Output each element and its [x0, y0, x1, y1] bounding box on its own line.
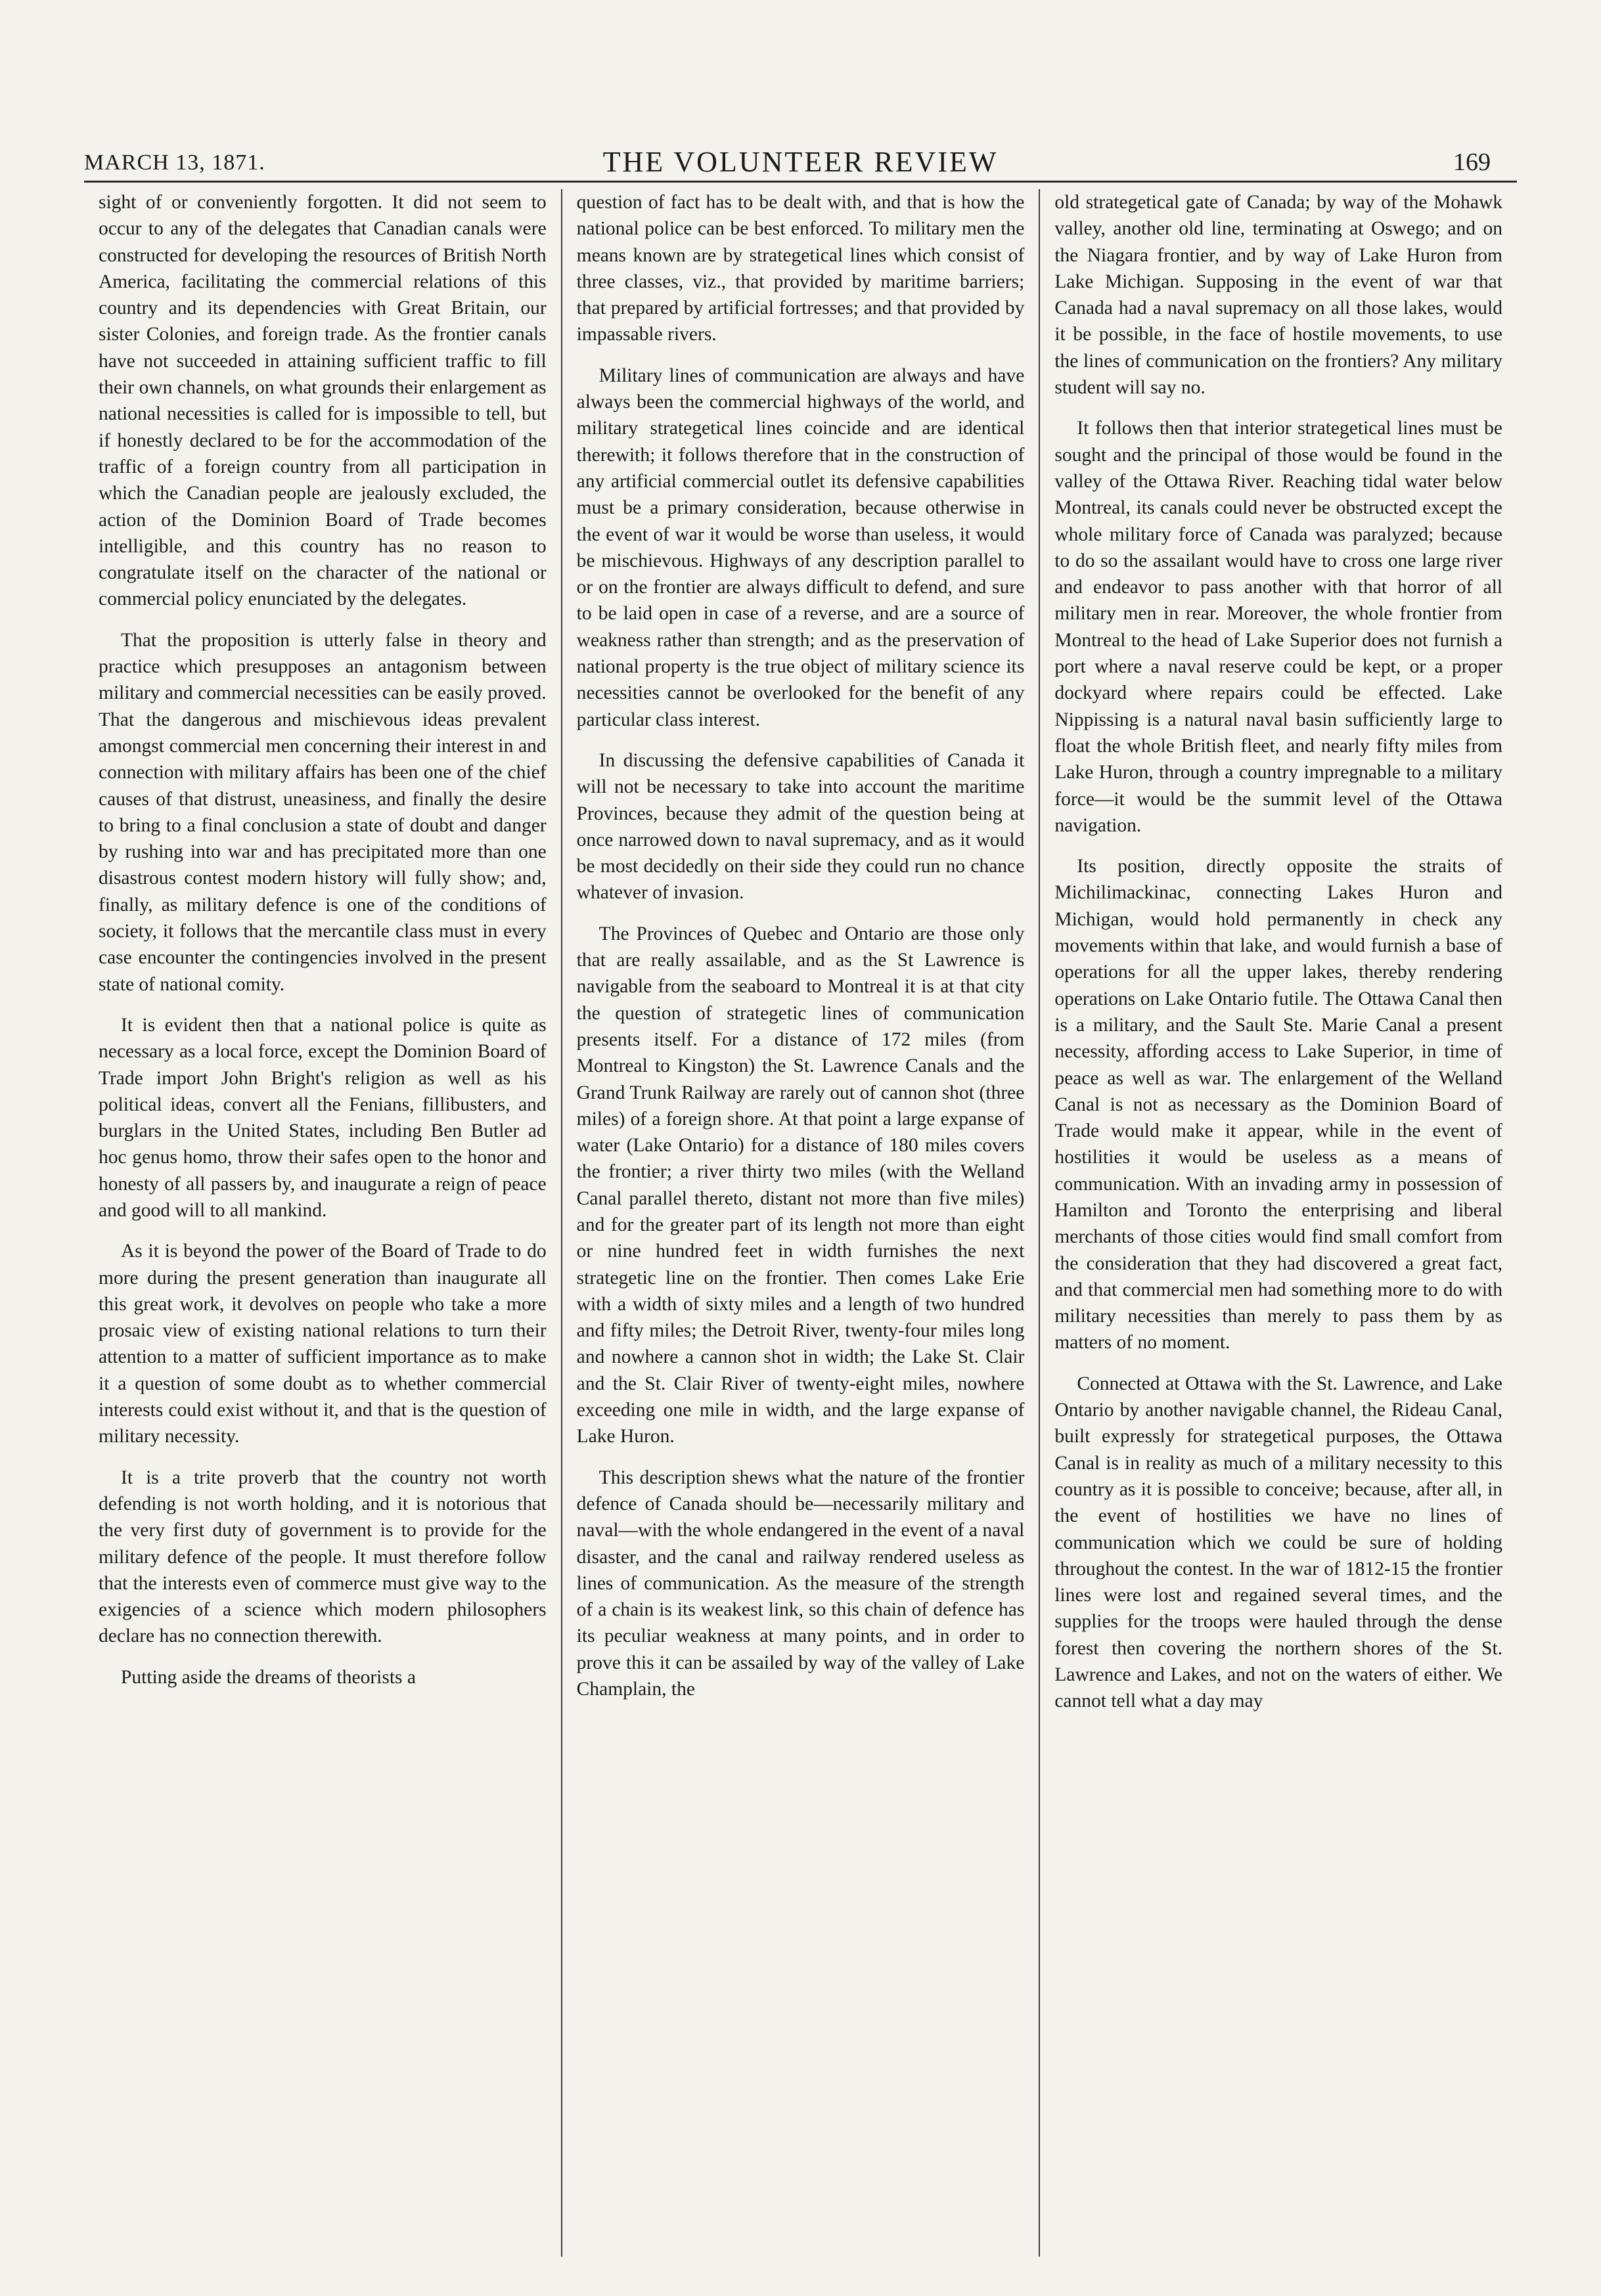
paragraph: This description shews what the nature of the frontier defence of Canada should be—necessarily military and naval—with the whole endangered in the event of a naval disaster, and the canal and railway rendered useless as lines of communication. As the measure of the strength of a chain is its weakest link, so this chain of defence has its peculiar weakness at many points, and in order to prove this it can be assailed by way of the valley of Lake Champlain, the — [576, 1467, 1025, 1700]
paragraph: It is a trite proverb that the country not worth defending is not worth holding, and it is notorious that the very first duty of government is to provide for the military defence of the people. It must therefore follow that the interests even of commerce must give way to the exigencies of a science which modern philosophers declare has no connection therewith. — [99, 1467, 547, 1647]
page-header — [84, 141, 1517, 183]
paragraph: That the proposition is utterly false in theory and practice which presupposes an antagonism between military and commercial necessities can be easily proved. That the dangerous and mischievous ideas prevalent amongst commercial men concerning their interest in and connection with military affairs has been one of the chief causes of that distrust, uneasiness, and finally the desire to bring to a final conclusion a state of doubt and danger by rushing into war and has precipitated more than one disastrous contest modern history will fully show; and, finally, as military defence is one of the conditions of society, it follows that the mercantile class must in every case encounter the contingencies involved in the present state of national comity. — [99, 629, 547, 995]
paragraph: As it is beyond the power of the Board of Trade to do more during the present generation than inaugurate all this great work, it devolves on people who take a more prosaic view of existing national relations to turn their attention to a matter of sufficient importance as to make it a question of some doubt as to whether commercial interests could exist without it, and that is the question of military necessity. — [99, 1241, 547, 1447]
paragraph: The Provinces of Quebec and Ontario are those only that are really assailable, and as the St Lawrence is navigable from the seaboard to Montreal it is at that city the question of strategetic lines of communication presents itself. For a distance of 172 miles (from Montreal to Kingston) the St. Lawrence Canals and the Grand Trunk Railway are rarely out of cannon shot (three miles) of a foreign shore. At that point a large expanse of water (Lake Ontario) for a distance of 180 miles covers the frontier; a river thirty two miles (with the Welland Canal parallel thereto, distant not more than five miles) and for the greater part of its length not more than eight or nine hundred feet in width furnishes the next strategetic line on the frontier. Then comes Lake Erie with a width of sixty miles and a length of two hundred and fifty miles; the Detroit River, twenty-four miles long and nowhere a cannon shot in width; the Lake St. Clair and the St. Clair River of twenty-eight miles, nowhere exceeding one mile in width, and the large expanse of Lake Huron. — [576, 923, 1025, 1447]
column-3 — [1039, 189, 1517, 2257]
column-1 — [84, 189, 561, 2257]
paragraph: It follows then that interior strategetical lines must be sought and the principal of those would be found in the valley of the Ottawa River. Reaching tidal water below Montreal, its canals could never be obstructed except the whole military force of Canada was paralyzed; because to do so the assailant would have to cross one large river and endeavor to pass another with that horror of all military men in rear. Moreover, the whole frontier from Montreal to the head of Lake Superior does not furnish a port where a naval reserve could be kept, or a proper dockyard where repairs could be effected. Lake Nippissing is a natural naval basin sufficiently large to float the whole British fleet, and nearly fifty miles from Lake Huron, through a country impregnable to a military force—it would be the summit level of the Ottawa navigation. — [1054, 418, 1503, 836]
paragraph: sight of or conveniently forgotten. It did not seem to occur to any of the delegates that Canadian canals were constructed for developing the resources of British North America, facilitating the commercial relations of this country and its dependencies with Great Britain, our sister Colonies, and foreign trade. As the frontier canals have not succeeded in attaining sufficient traffic to fill their own channels, on what grounds their enlargement as national necessities is called for is impossible to tell, but if honestly declared to be for the accommodation of the traffic of a foreign country from all participation in which the Canadian people are jealously excluded, the action of the Dominion Board of Trade becomes intelligible, and this country has no reason to congratulate itself on the character of the national or commercial policy enunciated by the delegates. — [99, 192, 547, 610]
publication-title: THE VOLUNTEER REVIEW — [602, 146, 999, 178]
paragraph: It is evident then that a national police is quite as necessary as a local force, except the Dominion Board of Trade import John Bright's religion as well as his political ideas, convert all the Fenians, fillibusters, and burglars in the United States, including Ben Butler ad hoc genus homo, throw their safes open to the honor and honesty of all passers by, and inaugurate a reign of peace and good will to all mankind. — [99, 1014, 547, 1221]
paragraph: Connected at Ottawa with the St. Lawrence, and Lake Ontario by another navigable channel, the Rideau Canal, built expressly for strategetical purposes, the Ottawa Canal is in reality as much of a military necessity to this country as it is possible to conceive; because, after all, in the event of hostilities we have no lines of communication which we could be sure of holding throughout the contest. In the war of 1812-15 the frontier lines were lost and regained several times, and the supplies for the troops were hauled through the dense forest then covering the northern shores of the St. Lawrence and Lakes, and not on the waters of either. We cannot tell what a day may — [1054, 1373, 1503, 1712]
paragraph: Military lines of communication are always and have always been the commercial highways of the world, and military strategetical lines coincide and are identical therewith; it follows therefore that in the construction of any artificial commercial outlet its defensive capabilities must be a primary consideration, because otherwise in the event of war it would be worse than useless, it would be mischievous. Highways of any description parallel to or on the frontier are always difficult to defend, and sure to be laid open in case of a reverse, and are a source of weakness rather than strength; and as the preservation of national property is the true object of military science its necessities cannot be overlooked for the benefit of any particular class interest. — [576, 364, 1025, 730]
paragraph: Its position, directly opposite the straits of Michilimackinac, connecting Lakes Huron and Michigan, would hold permanently in check any movements within that lake, and would furnish a base of operations for all the upper lakes, thereby rendering operations on Lake Ontario futile. The Ottawa Canal then is a military, and the Sault Ste. Marie Canal a present necessity, affording access to Lake Superior, in time of peace as well as war. The enlargement of the Welland Canal is not as necessary as the Dominion Board of Trade would make it appear, while in the event of hostilities it would be useless as a means of communication. With an invading army in possession of Hamilton and Toronto the enterprising and liberal merchants of those cities would find small comfort from the consideration that they had discovered a great fact, and that commercial men had something more to do with military necessities than merely to pass them by as matters of no moment. — [1054, 856, 1503, 1354]
paragraph: old strategetical gate of Canada; by way of the Mohawk valley, another old line, terminating at Oswego; and on the Niagara frontier, and by way of Lake Huron from Lake Michigan. Supposing in the event of war that Canada had a naval supremacy on all those lakes, would it be possible, in the face of hostile movements, to use the lines of communication on the frontiers? Any military student will say no. — [1054, 192, 1503, 399]
paragraph: Putting aside the dreams of theorists a — [121, 1666, 416, 1688]
column-2 — [561, 189, 1039, 2257]
page-number: 169 — [1453, 148, 1491, 176]
issue-date: MARCH 13, 1871. — [84, 150, 265, 175]
article-columns — [84, 189, 1517, 2257]
paragraph: In discussing the defensive capabilities of Canada it will not be necessary to take into account the maritime Provinces, because they admit of the question being at once narrowed down to naval supremacy, and as it would be most decidedly on their side they could run no chance whatever of invasion. — [576, 749, 1025, 904]
paragraph: question of fact has to be dealt with, and that is how the national police can be best enforced. To military men the means known are by strategetical lines which consist of three classes, viz., that provided by maritime barriers; that prepared by artificial fortresses; and that provided by impassable rivers. — [576, 192, 1025, 345]
